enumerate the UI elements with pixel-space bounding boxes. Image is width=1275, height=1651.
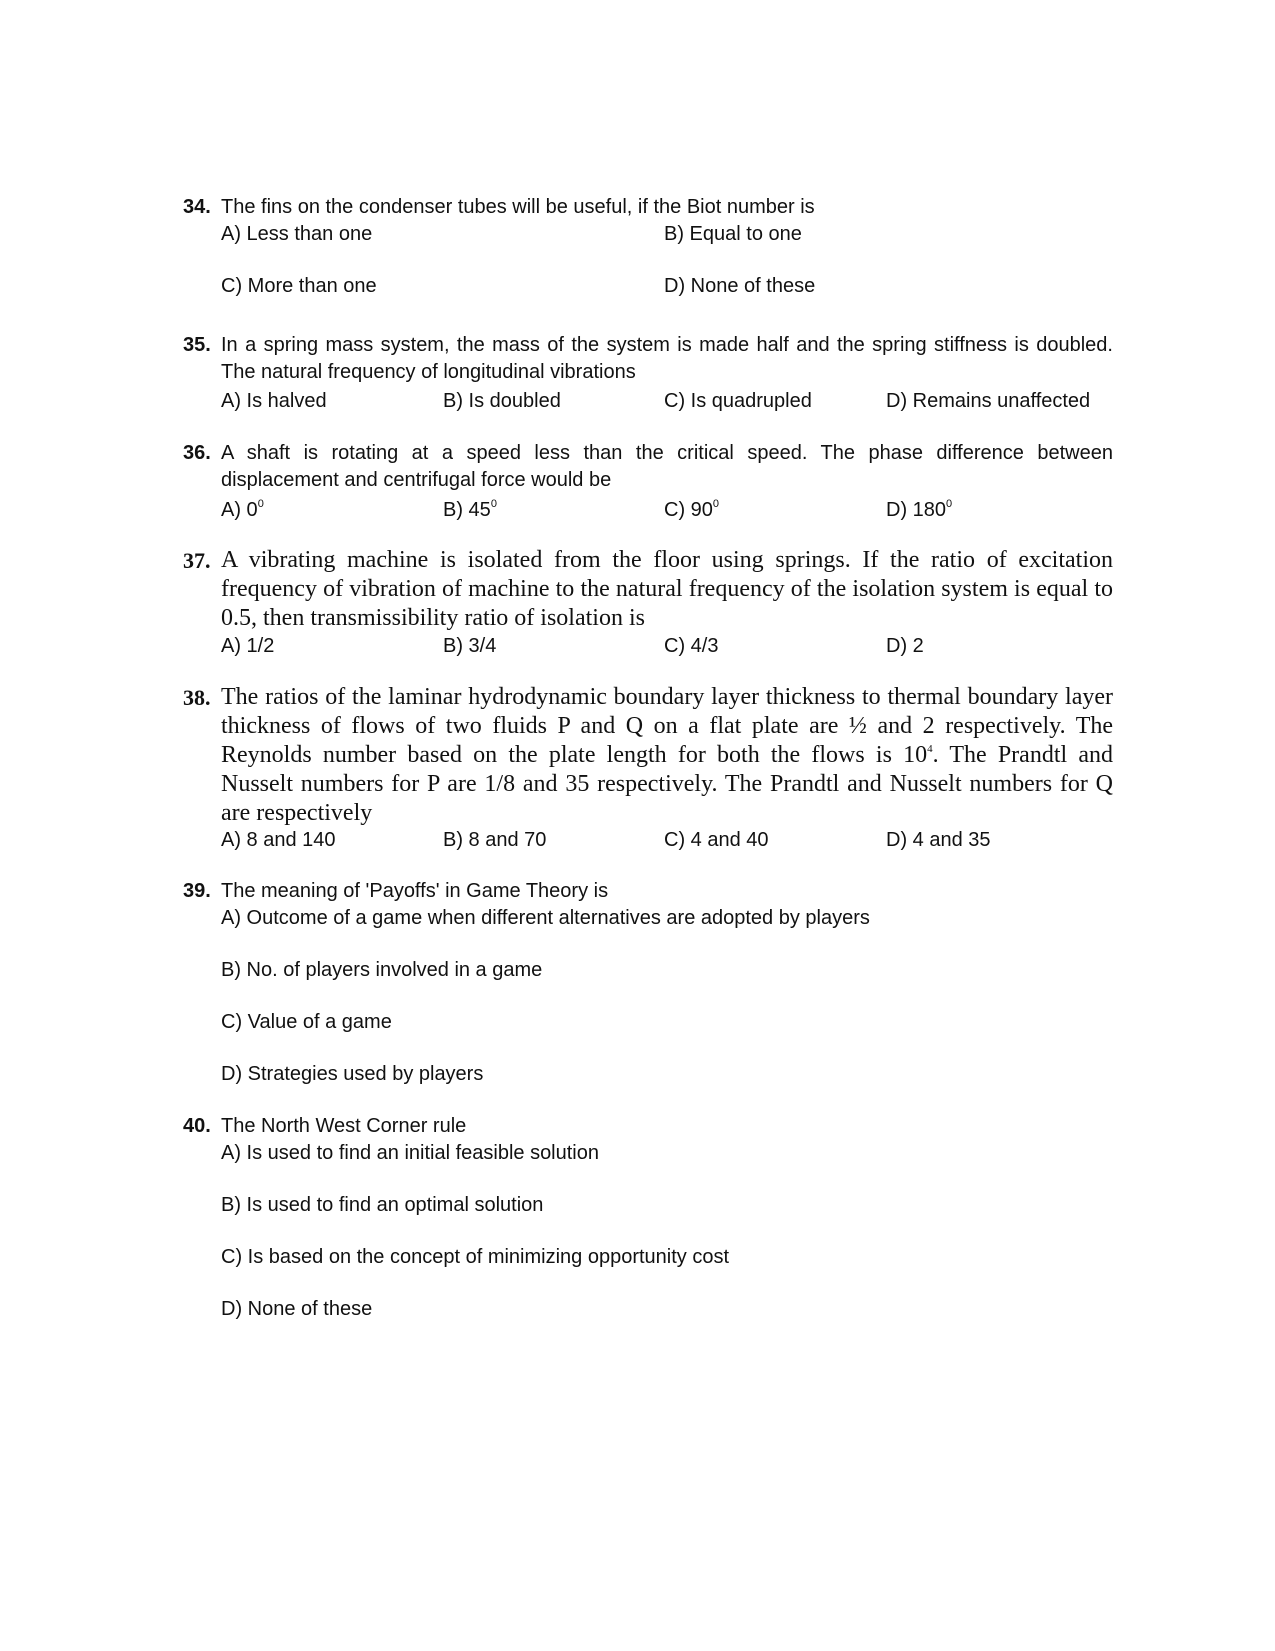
question-number: 38. [183,685,211,710]
question-number: 34. [183,196,211,218]
option-b: B) 8 and 70 [443,829,547,851]
question-stem [183,440,1113,494]
question-stem [183,683,1113,828]
degree-superscript: 0 [490,498,497,511]
option-a: A) 8 and 140 [221,829,336,851]
question-number: 39. [183,880,211,902]
option-b: B) 3/4 [443,635,497,657]
question-stem [183,332,1113,386]
option-d: D) None of these [664,275,816,297]
question-stem [183,194,1113,221]
degree-superscript: 0 [712,498,720,511]
option-b: B) Is used to find an optimal solution [221,1194,544,1216]
option-c: C) $90^0$ [664,498,720,521]
option-b: B) No. of players involved in a game [221,959,543,981]
question-text: The meaning of 'Payoffs' in Game Theory is [221,880,609,902]
option-a: A) Outcome of a game when different alternatives are adopted by players [221,907,870,929]
option-b: B) Is doubled [443,390,561,412]
question-text: The fins on the condenser tubes will be useful, if the Biot number is [221,196,815,218]
option-d: D) $180^0$ [886,498,953,521]
option-c: C) 4 and 40 [664,829,769,851]
option-a: A) $0^0$ [221,498,264,521]
option-b: B) $45^0$ [443,498,497,521]
question-stem [183,546,1113,633]
question-stem [183,1113,1113,1140]
question-text: A vibrating machine is isolated from the floor using springs. If the ratio of excitation frequency of vibration of machine to the natural frequency of the isolation system is equal to 0.5, then transmissibility ratio of isolation is [221,547,1113,631]
question-number: 40. [183,1115,211,1137]
question-34 [183,194,1113,221]
option-d: D) 2 [886,635,924,657]
option-c: C) 4/3 [664,635,719,657]
question-38 [183,683,1113,828]
question-number: 36. [183,442,211,464]
question-text: A shaft is rotating at a speed less than the critical speed. The phase difference between displacement and centrifugal force would be [221,442,1113,491]
question-text: In a spring mass system, the mass of the system is made half and the spring stiffness is doubled. The natural frequency of longitudinal vibrations [221,334,1113,383]
degree-superscript: 0 [946,498,953,511]
option-a: A) 1/2 [221,635,275,657]
option-d: D) 4 and 35 [886,829,991,851]
option-c: C) Is quadrupled [664,390,812,412]
degree-superscript: 0 [257,498,264,511]
question-40 [183,1113,1113,1140]
option-d: D) Strategies used by players [221,1063,484,1085]
question-39 [183,878,1113,905]
question-text: The ratios of the laminar hydrodynamic boundary layer thickness to thermal boundary layer thickness of flows of two fluids P and Q on a flat plate are ½ and 2 respectively. The Reynolds number based on the plate length for both the flows is $10^4$. The Prandtl and Nusselt numbers for P are 1/8 and 35 respectively. The Prandtl and Nusselt numbers for Q are respectively [221,684,1114,826]
question-number: 35. [183,334,211,356]
option-b: B) Equal to one [664,223,802,245]
option-d: D) Remains unaffected [886,390,1091,412]
option-a: A) Is halved [221,390,327,412]
option-c: C) Is based on the concept of minimizing opportunity cost [221,1246,730,1268]
option-a: A) Less than one [221,223,373,245]
option-c: C) More than one [221,275,377,297]
exponent-superscript: 4 [927,743,933,755]
option-d: D) None of these [221,1298,373,1320]
question-37 [183,546,1113,633]
question-36 [183,440,1113,494]
option-c: C) Value of a game [221,1011,392,1033]
question-35 [183,332,1113,386]
option-a: A) Is used to find an initial feasible solution [221,1142,599,1164]
question-number: 37. [183,548,211,573]
question-text: The North West Corner rule [221,1115,467,1137]
question-stem [183,878,1113,905]
